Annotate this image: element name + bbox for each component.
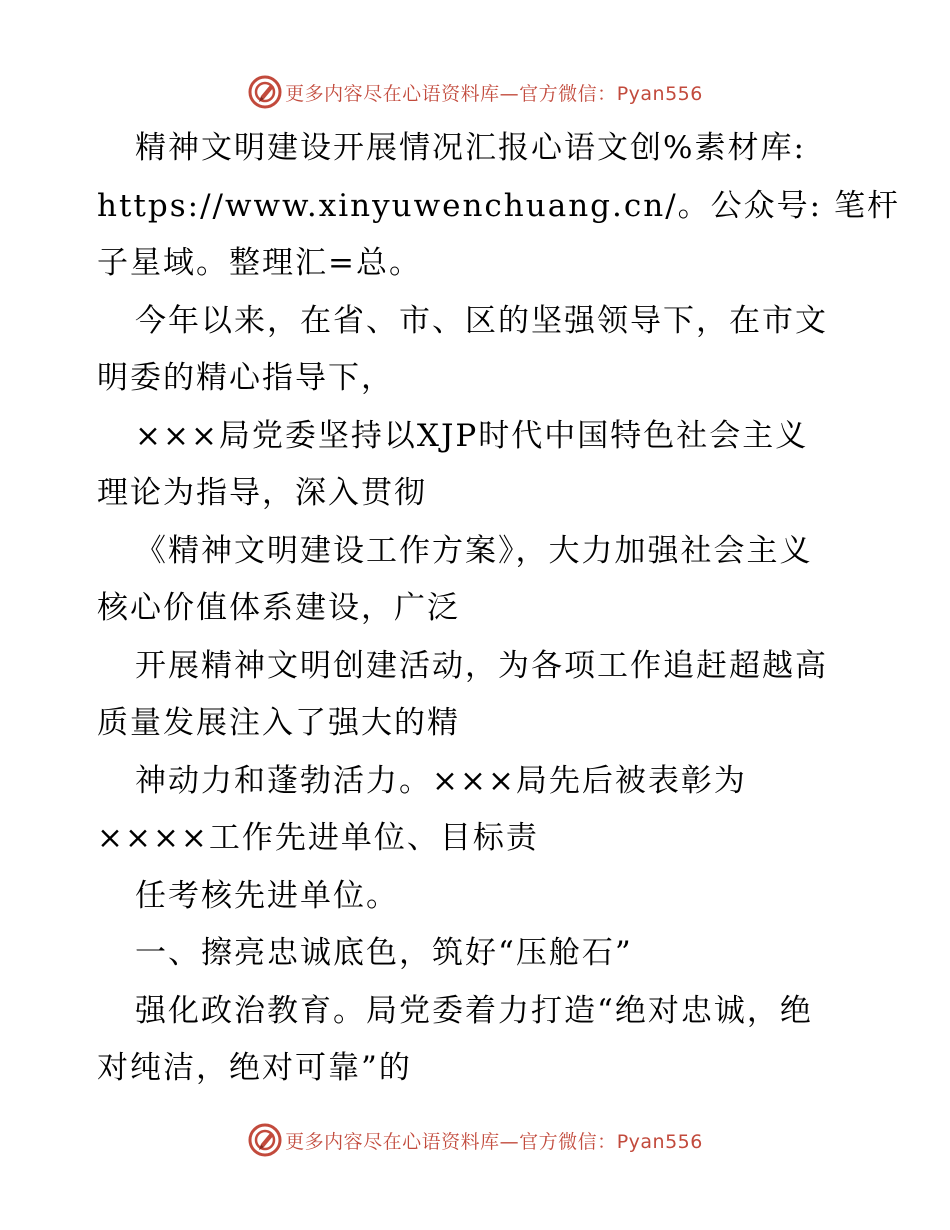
text-line: 强化政治教育。局党委着力打造“绝对忠诚，绝	[135, 992, 813, 1029]
text-line: 神动力和蓬勃活力。×××局先后被表彰为	[135, 762, 747, 799]
brand-logo-icon	[247, 1122, 283, 1158]
watermark-text: 更多内容尽在心语资料库—官方微信：Pyan556	[285, 1130, 703, 1153]
text-line: 核心价值体系建设，广泛	[97, 590, 460, 626]
watermark-banner-bottom	[0, 1118, 950, 1162]
text-line: https://www.xinyuwenchuang.cn/。公众号: 笔杆	[97, 187, 900, 224]
text-line: ×××局党委坚持以XJP时代中国特色社会主义	[135, 417, 809, 454]
text-line: 《精神文明建设工作方案》，大力加强社会主义	[135, 532, 813, 569]
watermark-banner-top	[0, 70, 950, 114]
text-line: 理论为指导，深入贯彻	[97, 475, 427, 511]
text-line: 今年以来，在省、市、区的坚强领导下，在市文	[135, 302, 828, 339]
section-heading: 一、擦亮忠诚底色，筑好“压舱石”	[135, 935, 633, 971]
text-line: 子星域。整理汇=总。	[97, 245, 422, 281]
text-line: 明委的精心指导下，	[97, 360, 394, 396]
text-line: 开展精神文明创建活动，为各项工作追赶超越高	[135, 647, 828, 684]
text-line: 质量发展注入了强大的精	[97, 705, 460, 741]
brand-logo-icon	[247, 74, 283, 110]
watermark-text: 更多内容尽在心语资料库—官方微信：Pyan556	[285, 82, 703, 105]
text-line: 对纯洁，绝对可靠”的	[97, 1050, 412, 1086]
text-line: 精神文明建设开展情况汇报心语文创%素材库:	[135, 130, 806, 166]
text-line: ××××工作先进单位、目标责	[97, 820, 539, 856]
text-line: 任考核先进单位。	[135, 877, 399, 914]
document-body	[97, 120, 900, 1098]
